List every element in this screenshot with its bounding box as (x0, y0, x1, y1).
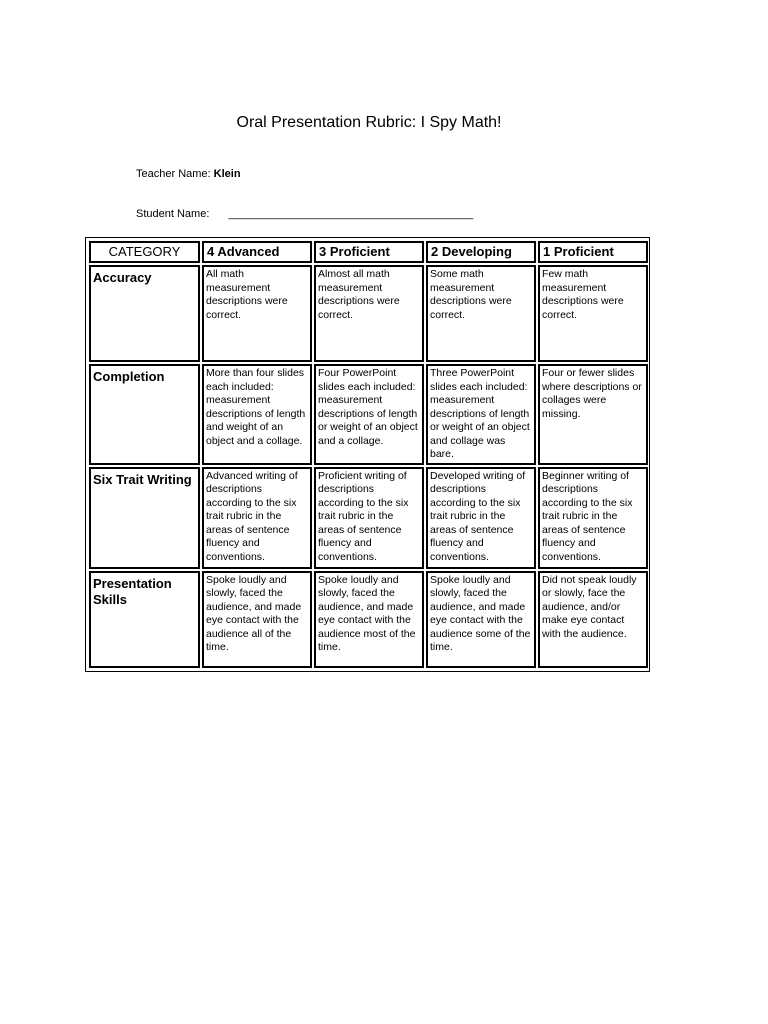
header-category: CATEGORY (89, 241, 200, 263)
header-level-4: 4 Advanced (202, 241, 312, 263)
rubric-row-six-trait-writing (89, 467, 648, 569)
rubric-row-presentation-skills (89, 571, 648, 668)
row-label-six-trait-writing: Six Trait Writing (89, 467, 200, 569)
cell-six-trait-writing-1: Beginner writing of descriptions according to the six trait rubric in the areas of sentence fluency and conventions. (538, 467, 648, 569)
teacher-name-value: Klein (213, 168, 241, 180)
teacher-name-line (136, 167, 241, 181)
cell-accuracy-4: All math measurement descriptions were correct. (202, 265, 312, 362)
page-title: Oral Presentation Rubric: I Spy Math! (236, 114, 502, 131)
cell-completion-1: Four or fewer slides where descriptions or collages were missing. (538, 364, 648, 465)
cell-completion-2: Three PowerPoint slides each included: measurement descriptions of length or weight of an object and collage was bare. (426, 364, 536, 465)
header-level-1: 1 Proficient (538, 241, 648, 263)
cell-accuracy-2: Some math measurement descriptions were correct. (426, 265, 536, 362)
cell-presentation-skills-3: Spoke loudly and slowly, faced the audience, and made eye contact with the audience most of the time. (314, 571, 424, 668)
teacher-name-label: Teacher Name: (136, 168, 211, 180)
header-level-3: 3 Proficient (314, 241, 424, 263)
row-label-presentation-skills: Presentation Skills (89, 571, 200, 668)
row-label-accuracy: Accuracy (89, 265, 200, 362)
row-label-completion: Completion (89, 364, 200, 465)
student-name-blank: ________________________________________ (228, 208, 474, 220)
cell-six-trait-writing-2: Developed writing of descriptions according to the six trait rubric in the areas of sentence fluency and conventions. (426, 467, 536, 569)
rubric-table (87, 239, 650, 670)
header-level-2: 2 Developing (426, 241, 536, 263)
cell-presentation-skills-4: Spoke loudly and slowly, faced the audience, and made eye contact with the audience all of the time. (202, 571, 312, 668)
cell-presentation-skills-2: Spoke loudly and slowly, faced the audience, and made eye contact with the audience some of the time. (426, 571, 536, 668)
rubric-header-row (89, 241, 648, 263)
rubric-row-accuracy (89, 265, 648, 362)
cell-six-trait-writing-3: Proficient writing of descriptions according to the six trait rubric in the areas of sentence fluency and conventions. (314, 467, 424, 569)
rubric-table-frame (85, 237, 650, 672)
student-name-label: Student Name: (136, 208, 210, 220)
student-name-line (136, 207, 473, 221)
cell-presentation-skills-1: Did not speak loudly or slowly, face the audience, and/or make eye contact with the audience. (538, 571, 648, 668)
rubric-row-completion (89, 364, 648, 465)
cell-six-trait-writing-4: Advanced writing of descriptions according to the six trait rubric in the areas of sentence fluency and conventions. (202, 467, 312, 569)
cell-completion-3: Four PowerPoint slides each included: measurement descriptions of length or weight of an object and a collage. (314, 364, 424, 465)
cell-completion-4: More than four slides each included: measurement descriptions of length and weight of an object and a collage. (202, 364, 312, 465)
cell-accuracy-3: Almost all math measurement descriptions were correct. (314, 265, 424, 362)
cell-accuracy-1: Few math measurement descriptions were correct. (538, 265, 648, 362)
